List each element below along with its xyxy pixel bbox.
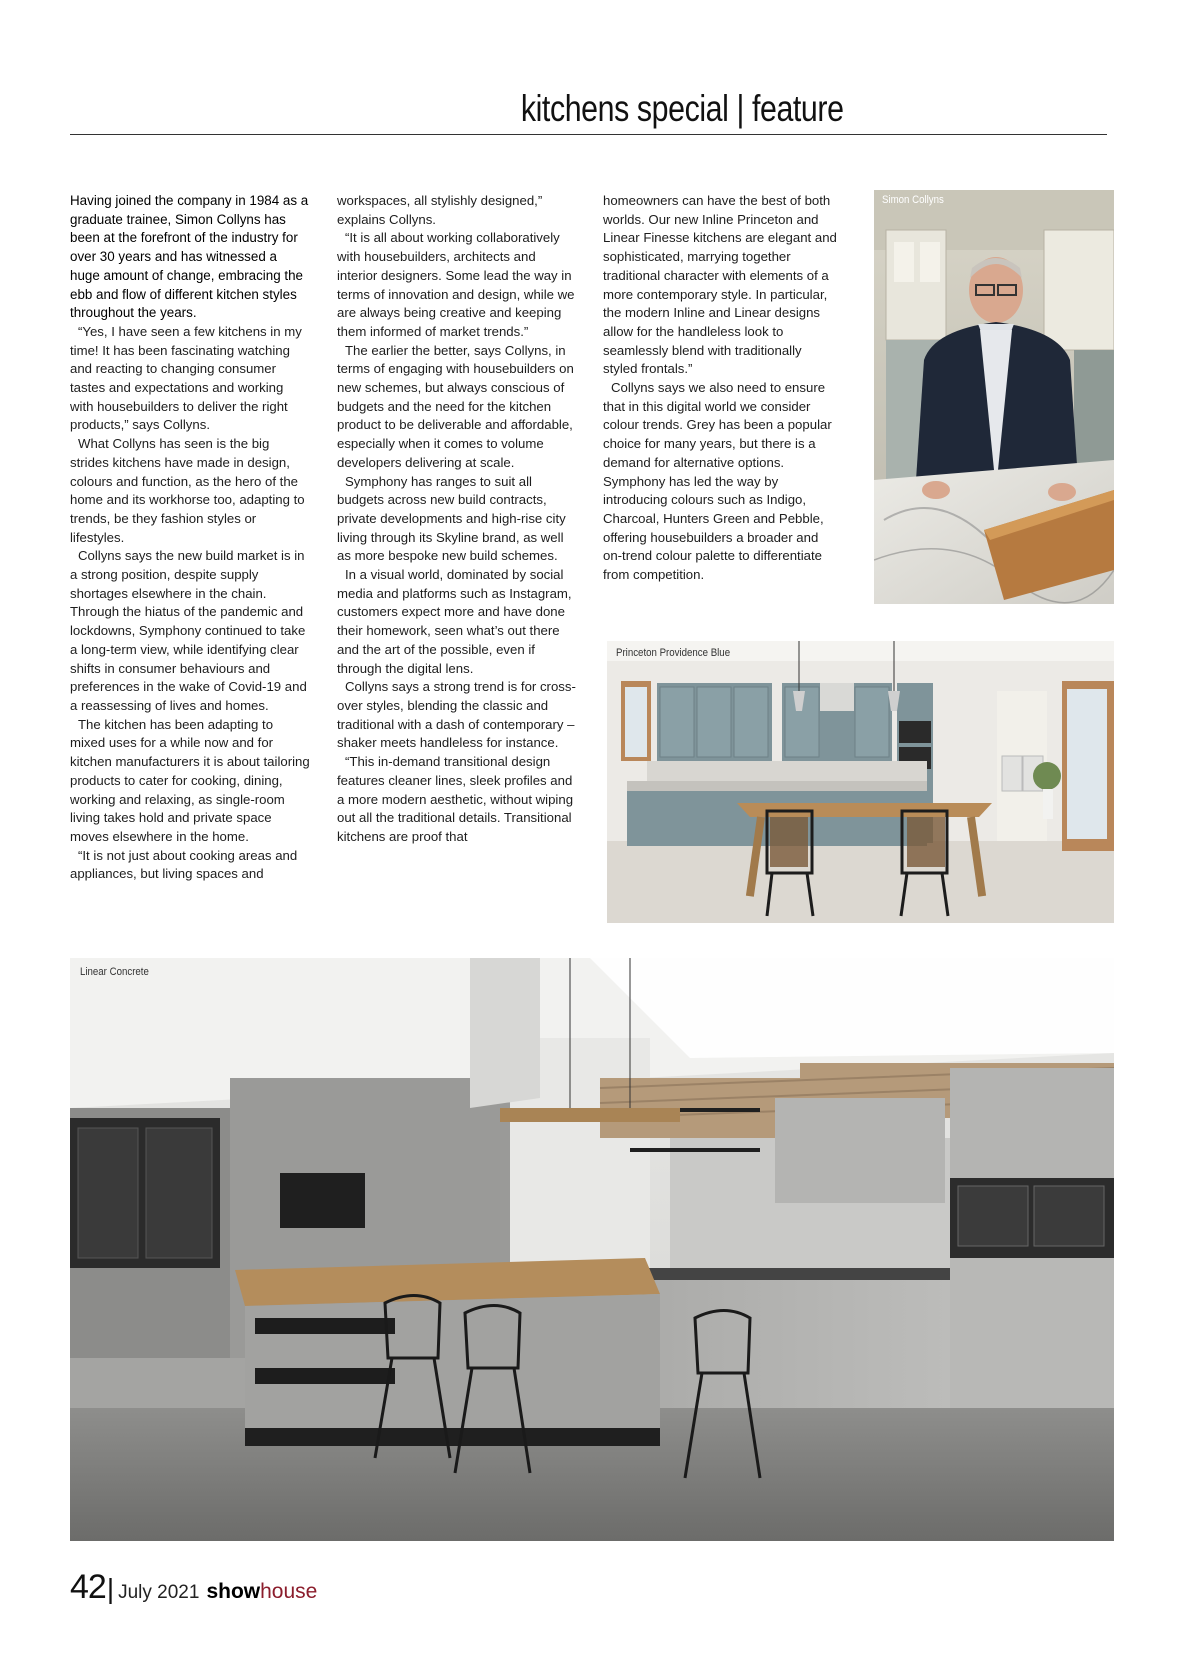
blue-kitchen-photo [607,641,1114,923]
concrete-kitchen-photo-art [70,958,1114,1541]
article-paragraph: “This in-demand transitional design features cleaner lines, sleek profiles and a more modern aesthetic, without wiping out all the traditional details. Transitional kitchens are proof that [337,754,574,844]
article-paragraph: Collyns says the new build market is in a strong position, despite supply shortages elsewhere in the chain. Through the hiatus of the pandemic and lockdowns, Symphony continued to take a long-term view, while identifying clear shifts in consumer behaviours and preferences in the wake of Covid-19 and a reassessing of lives and homes. [70,548,307,713]
photo-caption: Simon Collyns [882,194,944,206]
article-column-1 [70,192,310,884]
article-paragraph: The earlier the better, says Collyns, in terms of engaging with housebuilders on new schemes, but always conscious of budgets and the need for the kitchen product to be deliverable and affordable, especially when it comes to volume developers delivering at scale. [337,342,574,470]
article-column-2 [337,192,577,847]
article-paragraph: homeowners can have the best of both worlds. Our new Inline Princeton and Linear Finesse kitchens are elegant and sophisticated, marrying together traditional character with elements of a more contemporary style. In particular, the modern Inline and Linear designs allow for the handleless look to seamlessly blend with traditionally styled frontals.” [603,193,837,377]
footer-separator: | [106,1573,115,1604]
brand-logo-house: house [260,1580,318,1603]
article-paragraph: The kitchen has been adapting to mixed uses for a while now and for kitchen manufacturers it is about tailoring products to cater for cooking, dining, working and relaxing, as single-room living takes hold and private space moves elsewhere in the home. [70,716,310,844]
page-number: 42 [70,1568,106,1606]
concrete-kitchen-photo [70,958,1114,1541]
portrait-photo [874,190,1114,604]
section-header-title: kitchens special | feature [521,88,844,129]
portrait-photo-art [874,190,1114,604]
article-paragraph: “Yes, I have seen a few kitchens in my time! It has been fascinating watching and reacting to changing consumer tastes and expectations and working with housebuilders to deliver the right products,” says Collyns. [70,323,302,433]
blue-kitchen-photo-art [607,641,1114,923]
article-paragraph: Collyns says we also need to ensure that in this digital world we consider colour trends. Grey has been a popular choice for many years, but there is a demand for alternative options. Symphony has led the way by introducing colours such as Indigo, Charcoal, Hunters Green and Pebble, offering housebuilders a broader and on-trend colour palette to differentiate from competition. [603,380,832,583]
article-column-3 [603,192,839,585]
article-paragraph: Symphony has ranges to suit all budgets across new build contracts, private developments and high-rise city living through its Skyline brand, as well as more bespoke new build schemes. [337,473,566,564]
issue-date: July 2021 [118,1582,200,1603]
page-footer [70,1568,317,1608]
brand-logo-show: show [206,1580,261,1603]
article-paragraph: What Collyns has seen is the big strides kitchens have made in design, colours and function, as the hero of the home and its workhorse too, adapting to trends, be they fashion styles or lifestyles. [70,436,305,545]
article-paragraph: “It is not just about cooking areas and appliances, but living spaces and [70,847,298,882]
photo-caption: Linear Concrete [80,966,149,978]
article-paragraph: workspaces, all stylishly designed,” explains Collyns. [337,193,543,227]
article-lead-paragraph: Having joined the company in 1984 as a graduate trainee, Simon Collyns has been at the forefront of the industry for over 30 years and has witnessed a huge amount of change, embracing the ebb and flow of different kitchen styles throughout the years. [70,193,309,321]
article-paragraph: Collyns says a strong trend is for cross-over styles, blending the classic and traditional with a dash of contemporary – shaker meets handleless for instance. [337,679,576,751]
article-paragraph: In a visual world, dominated by social media and platforms such as Instagram, customers expect more and have done their homework, seen what’s out there and the art of the possible, even if through the digital lens. [337,567,572,676]
photo-caption: Princeton Providence Blue [616,647,731,659]
article-paragraph: “It is all about working collaboratively with housebuilders, architects and interior designers. Some lead the way in terms of innovation and design, while we are always being creative and keeping them informed of market trends.” [337,230,575,339]
header-divider [70,134,1107,135]
